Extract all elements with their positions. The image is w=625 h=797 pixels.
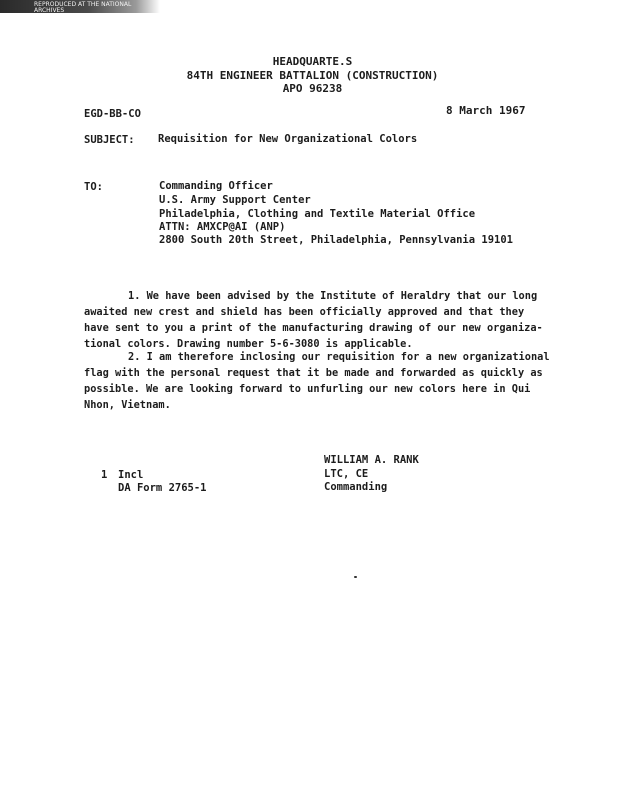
archive-stamp [0, 0, 160, 13]
office-symbol: EGD-BB-CO [84, 108, 141, 120]
address-line: ATTN: AMXCP@AI (ANP) [159, 221, 286, 233]
signature-name: WILLIAM A. RANK [324, 454, 419, 466]
subject-text: Requisition for New Organizational Colors [158, 133, 418, 145]
paragraph-1-line: tional colors. Drawing number 5-6-3080 is applicable. [84, 337, 413, 350]
paragraph-2-line: flag with the personal request that it be made and forwarded as quickly as [84, 366, 543, 379]
to-label: TO: [84, 181, 103, 193]
enclosure-count: 1 [101, 469, 108, 481]
address-line: 2800 South 20th Street, Philadelphia, Pennsylvania 19101 [159, 234, 514, 246]
scan-speck [354, 576, 357, 578]
signature-rank: LTC, CE [324, 468, 369, 480]
address-line: Philadelphia, Clothing and Textile Material Office [159, 208, 476, 220]
address-line: Commanding Officer [159, 180, 273, 192]
header-line-2: 84TH ENGINEER BATTALION (CONSTRUCTION) [186, 69, 439, 82]
enclosure-label: Incl [118, 469, 144, 481]
paragraph-1-line: awaited new crest and shield has been officially approved and that they [84, 305, 525, 318]
address-line: U.S. Army Support Center [159, 194, 311, 206]
paragraph-2-line: 2. I am therefore inclosing our requisition for a new organizational [128, 351, 550, 363]
header-line-1: HEADQUARTE.S [272, 55, 353, 68]
paragraph-2-line: Nhon, Vietnam. [84, 398, 171, 411]
paragraph-1-line: 1. We have been advised by the Institute of Heraldry that our long [128, 290, 538, 302]
header-line-3: APO 96238 [282, 82, 343, 95]
enclosure-item: DA Form 2765-1 [118, 482, 207, 494]
signature-title: Commanding [324, 481, 388, 493]
paragraph-2 [84, 350, 550, 414]
paragraph-1 [84, 289, 543, 353]
subject-label: SUBJECT: [84, 134, 135, 146]
archive-stamp-text: REPRODUCED AT THE NATIONAL ARCHIVES [34, 1, 132, 14]
letter-date: 8 March 1967 [446, 104, 526, 117]
paragraph-2-line: possible. We are looking forward to unfurling our new colors here in Qui [84, 382, 531, 395]
paragraph-1-line: have sent to you a print of the manufacturing drawing of our new organiza- [84, 321, 543, 334]
